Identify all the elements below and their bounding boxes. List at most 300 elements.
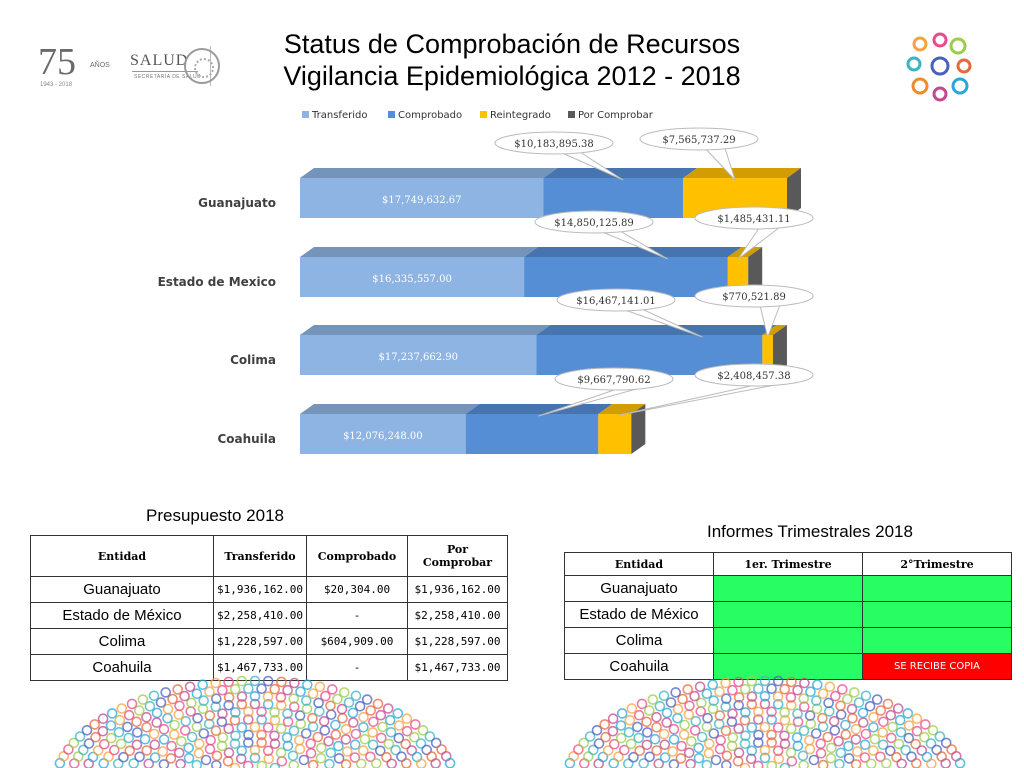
decorative-dot (224, 677, 233, 686)
decorative-dot (852, 725, 861, 734)
informes-table (564, 552, 1012, 680)
logo-salud-text: SALUD (130, 52, 189, 69)
decorative-dot (600, 720, 609, 729)
decorative-dot (774, 677, 783, 686)
decorative-dot (673, 714, 682, 723)
stacked-bar-chart (0, 100, 1024, 470)
decorative-dot (827, 743, 836, 752)
decorative-dot (417, 759, 426, 768)
cell-comprobado: $604,909.00 (307, 629, 408, 655)
decorative-dot (160, 725, 169, 734)
bar-value-label: $12,076,248.00 (343, 431, 423, 442)
decorative-dot (315, 682, 324, 691)
callout-label: $14,850,125.89 (554, 218, 634, 229)
decorative-dot (115, 716, 124, 725)
header-entidad: Entidad (31, 536, 214, 577)
cell-entidad: Estado de México (565, 602, 714, 628)
decorative-dot (115, 728, 124, 737)
decorative-dot (668, 747, 677, 756)
decorative-dot (912, 714, 921, 723)
decorative-dot (170, 721, 179, 730)
decorative-dot (921, 720, 930, 729)
decorative-dot (593, 726, 602, 735)
decorative-dot (167, 742, 176, 751)
status-cell-t1 (714, 576, 863, 602)
decorative-dot (202, 756, 211, 765)
decorative-dot (237, 723, 246, 732)
decorative-dot (705, 739, 714, 748)
decorative-dot (912, 759, 921, 768)
decorative-dot (431, 759, 440, 768)
decorative-dot (694, 743, 703, 752)
decorative-dot (888, 722, 897, 731)
decorative-dot (177, 737, 186, 746)
table-row (31, 577, 508, 603)
decorative-dot (307, 749, 316, 758)
decorative-dot (107, 721, 116, 730)
decorative-dot (884, 699, 893, 708)
decorative-dot (251, 723, 260, 732)
decorative-dot (170, 730, 179, 739)
title-line-2: Vigilancia Epidemiológica 2012 - 2018 (283, 61, 741, 91)
decorative-dot (660, 740, 669, 749)
decorative-dot (799, 761, 808, 768)
decorative-dot (816, 739, 825, 748)
decorative-dot (175, 748, 184, 757)
legend-swatch (302, 111, 309, 118)
cell-entidad: Colima (31, 629, 214, 655)
decorative-dot (722, 761, 731, 768)
callout-label: $770,521.89 (722, 292, 786, 303)
decorative-dot (264, 723, 273, 732)
table-row (565, 602, 1012, 628)
decorative-dot (289, 761, 298, 768)
logo-secretaria-text: SECRETARÍA DE SALUD (134, 74, 202, 80)
decorative-dot (660, 691, 669, 700)
decorative-dot (813, 680, 822, 689)
decorative-dot (734, 677, 743, 686)
decorative-dot (133, 728, 142, 737)
decorative-dot (387, 728, 396, 737)
decorative-dot (160, 735, 169, 744)
cell-por-comprobar: $1,467,733.00 (408, 655, 508, 681)
legend-label: Reintegrado (490, 110, 551, 121)
decorative-dot (721, 679, 730, 688)
decorative-dot (642, 717, 651, 726)
category-label: Colima (230, 353, 276, 367)
decorative-dot (844, 742, 853, 751)
decorative-dot (158, 747, 167, 756)
decorative-dot (876, 706, 885, 715)
cell-transferido: $2,258,410.00 (214, 603, 307, 629)
decorative-dot (617, 721, 626, 730)
decorative-dot (835, 760, 844, 768)
decorative-dot (870, 735, 879, 744)
decorative-dot (680, 730, 689, 739)
decorative-dot (787, 724, 796, 733)
decorative-dot (754, 684, 763, 693)
bar-segment-top (300, 404, 480, 414)
decorative-dot (819, 722, 828, 731)
decorative-dot (324, 737, 333, 746)
decorative-dot (879, 717, 888, 726)
decorative-dot (351, 740, 360, 749)
decorative-dot (384, 704, 393, 713)
decorative-dot (108, 709, 117, 718)
decorative-dot (173, 685, 182, 694)
decorative-dot (652, 713, 661, 722)
decorative-dot (837, 710, 846, 719)
decorative-dot (198, 680, 207, 689)
decorative-dot (150, 740, 159, 749)
bar-segment-top (683, 168, 801, 178)
cell-entidad: Estado de México (31, 603, 214, 629)
bar-segment-top (544, 168, 698, 178)
cell-entidad: Colima (565, 628, 714, 654)
decorative-dot (186, 707, 195, 716)
decorative-dot (83, 726, 92, 735)
decorative-dot (662, 718, 671, 727)
decorative-dot (368, 728, 377, 737)
decorative-dot (825, 707, 834, 716)
decorative-dot (903, 709, 912, 718)
decorative-dot (334, 742, 343, 751)
decorative-dot (150, 691, 159, 700)
decorative-dot (774, 723, 783, 732)
decorative-dot (328, 685, 337, 694)
decorative-dot (867, 759, 876, 768)
decorative-dot (192, 722, 201, 731)
cell-entidad: Coahuila (31, 655, 214, 681)
decorative-dot (655, 702, 664, 711)
cell-por-comprobar: $2,258,410.00 (408, 603, 508, 629)
bar-segment-top (466, 404, 613, 414)
legend-swatch (388, 111, 395, 118)
legend-swatch (568, 111, 575, 118)
decorative-dot (734, 724, 743, 733)
status-cell-t2 (863, 602, 1012, 628)
decorative-dot (325, 760, 334, 768)
decorative-dot (941, 759, 950, 768)
decorative-dot (680, 721, 689, 730)
decorative-dot (634, 733, 643, 742)
decorative-dot (859, 718, 868, 727)
decorative-dot (851, 735, 860, 744)
decorative-dot (741, 685, 750, 694)
decorative-dot (617, 734, 626, 743)
decorative-dot (369, 717, 378, 726)
decorative-dot (897, 759, 906, 768)
decorative-dot (206, 745, 215, 754)
table-header-row (565, 553, 1012, 576)
decorative-dot (166, 754, 175, 763)
bar-value-label: $16,335,557.00 (372, 274, 452, 285)
decorative-dot (635, 711, 644, 720)
cell-por-comprobar: $1,936,162.00 (408, 577, 508, 603)
cell-comprobado: - (307, 603, 408, 629)
decorative-dot (638, 699, 647, 708)
decorative-dot (651, 735, 660, 744)
decorative-dot (356, 702, 365, 711)
decorative-dot (386, 716, 395, 725)
decorative-dot (99, 714, 108, 723)
decorative-dot (827, 754, 836, 763)
decorative-dot (277, 724, 286, 733)
decorative-dot (806, 745, 815, 754)
decorative-dot (161, 688, 170, 697)
decorative-dot (633, 722, 642, 731)
bar-segment-top (524, 247, 742, 257)
decorative-dot (704, 749, 713, 758)
decorative-dot (761, 723, 770, 732)
decorative-dot (363, 695, 372, 704)
category-label: Coahuila (217, 432, 276, 446)
decorative-dot (793, 686, 802, 695)
header-por-comprobar: Por Comprobar (408, 536, 508, 577)
decorative-dot (296, 687, 305, 696)
decorative-dot (218, 686, 227, 695)
decorative-dot (767, 684, 776, 693)
decorative-dot (195, 739, 204, 748)
decorative-dot (869, 723, 878, 732)
decorative-dot (142, 713, 151, 722)
title-line-1: Status de Comprobación de Recursos (283, 29, 741, 59)
cell-entidad: Guanajuato (31, 577, 214, 603)
decorative-dot (326, 748, 335, 757)
decorative-dot (374, 699, 383, 708)
callout-label: $9,667,790.62 (577, 375, 651, 386)
decorative-dot (652, 746, 661, 755)
decorative-dot (809, 756, 818, 765)
decorative-dot (841, 730, 850, 739)
decorative-dot (684, 710, 693, 719)
table-header-row (31, 536, 508, 577)
decorative-dot (861, 740, 870, 749)
decorative-dot (320, 726, 329, 735)
decorative-dot (402, 759, 411, 768)
decorative-dot (303, 680, 312, 689)
decorative-dot (132, 740, 141, 749)
decorative-dot (660, 730, 669, 739)
decorative-dot (117, 704, 126, 713)
table-row (565, 628, 1012, 654)
decorative-dot (625, 728, 634, 737)
decorative-dot (290, 679, 299, 688)
decorative-dot (652, 723, 661, 732)
decorative-dot (395, 721, 404, 730)
bar-segment (598, 414, 631, 454)
decorative-dot (866, 702, 875, 711)
decorative-dot (806, 687, 815, 696)
decorative-dot (359, 723, 368, 732)
decorative-dot (716, 745, 725, 754)
decorative-dot (186, 682, 195, 691)
status-cell-t1 (714, 628, 863, 654)
decorative-dot (841, 721, 850, 730)
decorative-dot (132, 717, 141, 726)
decorative-dot (747, 723, 756, 732)
decorative-dot (306, 739, 315, 748)
table-row (565, 576, 1012, 602)
decorative-dot (244, 684, 253, 693)
decorative-dot (712, 756, 721, 765)
bar-segment-top (300, 325, 550, 335)
legend-label: Por Comprobar (578, 110, 653, 121)
callout-label: $2,408,457.38 (717, 371, 791, 382)
status-cell-t2: SE RECIBE COPIA (863, 654, 1012, 680)
decorative-dot (181, 726, 190, 735)
decorative-dot (264, 677, 273, 686)
decorative-dot (728, 686, 737, 695)
decorative-dot (359, 713, 368, 722)
decorative-dot (702, 722, 711, 731)
header-transferido: Transferido (214, 536, 307, 577)
cell-transferido: $1,936,162.00 (214, 577, 307, 603)
decorative-dots-right (540, 672, 990, 768)
decorative-dot (174, 710, 183, 719)
callout-label: $1,485,431.11 (717, 214, 791, 225)
legend-label: Transferido (312, 110, 368, 121)
decorative-dot (317, 743, 326, 752)
decorative-dot (360, 735, 369, 744)
decorative-dot (340, 688, 349, 697)
category-label: Guanajuato (198, 196, 276, 210)
decorative-dot (402, 714, 411, 723)
decorative-dot (357, 759, 366, 768)
cell-comprobado: $20,304.00 (307, 577, 408, 603)
decorative-dot (696, 682, 705, 691)
decorative-dot (90, 720, 99, 729)
logo-75-text: 75 (38, 41, 76, 83)
decorative-dot (905, 721, 914, 730)
decorative-dot (446, 759, 455, 768)
decorative-dot (184, 743, 193, 752)
decorative-dot (152, 718, 161, 727)
decorative-dot (411, 720, 420, 729)
decorative-dot (670, 735, 679, 744)
table-row (31, 603, 508, 629)
header-trimestre-2: 2°Trimestre (863, 553, 1012, 576)
logo-anos-text: AÑOS (90, 62, 110, 69)
decorative-dot (142, 723, 151, 732)
decorative-dot (192, 761, 201, 768)
decorative-dot (142, 746, 151, 755)
header-comprobado: Comprobado (307, 536, 408, 577)
bar-value-label: $17,749,632.67 (381, 195, 462, 206)
decorative-dot (861, 730, 870, 739)
bar-value-label: $17,237,662.90 (378, 352, 459, 363)
logo-years-text: 1943 - 2018 (40, 82, 73, 88)
decorative-dot (331, 721, 340, 730)
decorative-dot (645, 706, 654, 715)
decorative-dot (135, 706, 144, 715)
decorative-dot (787, 677, 796, 686)
callout-label: $7,565,737.29 (662, 135, 736, 146)
legend-label: Comprobado (398, 110, 463, 121)
decorative-dot (98, 727, 107, 736)
cell-transferido: $1,467,733.00 (214, 655, 307, 681)
decorative-dot (176, 760, 185, 768)
decorative-dot (702, 761, 711, 768)
decorative-dot (309, 722, 318, 731)
decorative-dot (685, 748, 694, 757)
decorative-dot (648, 695, 657, 704)
decorative-dot (817, 749, 826, 758)
header-trimestre-1: 1er. Trimestre (714, 553, 863, 576)
status-cell-t1 (714, 602, 863, 628)
decorative-dot (283, 686, 292, 695)
colorful-circles-logo-icon (902, 32, 978, 104)
decorative-dot (128, 699, 137, 708)
decorative-dot (834, 737, 843, 746)
decorative-dot (211, 679, 220, 688)
decorative-dot (608, 727, 617, 736)
decorative-dot (331, 730, 340, 739)
decorative-dot (341, 735, 350, 744)
table-row (31, 629, 508, 655)
legend-swatch (480, 111, 487, 118)
decorative-dot (352, 691, 361, 700)
decorative-dot (349, 718, 358, 727)
decorative-dot (299, 756, 308, 765)
decorative-dot (342, 725, 351, 734)
decorative-dot (671, 688, 680, 697)
cell-por-comprobar: $1,228,597.00 (408, 629, 508, 655)
decorative-dot (670, 725, 679, 734)
decorative-dot (625, 716, 634, 725)
decorative-dot (141, 735, 150, 744)
decorative-dot (691, 726, 700, 735)
decorative-dot (683, 685, 692, 694)
decorative-dot (393, 709, 402, 718)
decorative-dot (327, 710, 336, 719)
decorative-dot (212, 761, 221, 768)
bar-segment-top (300, 247, 538, 257)
decorative-dot (231, 685, 240, 694)
decorative-dot (257, 684, 266, 693)
status-cell-t2 (863, 628, 1012, 654)
decorative-dot (317, 754, 326, 763)
decorative-dot (734, 757, 743, 766)
bar-segment (466, 414, 599, 454)
decorative-dot (894, 704, 903, 713)
decorative-dot (194, 749, 203, 758)
decorative-dot (825, 682, 834, 691)
decorative-dot (869, 713, 878, 722)
decorative-dot (878, 728, 887, 737)
decorative-dot (848, 714, 857, 723)
decorative-dot (342, 760, 351, 768)
presupuesto-title: Presupuesto 2018 (146, 506, 284, 525)
decorative-dot (366, 706, 375, 715)
decorative-dot (277, 677, 286, 686)
decorative-dot (296, 745, 305, 754)
decorative-dot (956, 759, 965, 768)
decorative-dot (338, 714, 347, 723)
decorative-dot (896, 716, 905, 725)
decorative-dot (677, 742, 686, 751)
decorative-dot (123, 722, 132, 731)
decorative-dot (107, 734, 116, 743)
informes-title: Informes Trimestrales 2018 (707, 522, 913, 541)
cell-entidad: Coahuila (565, 654, 714, 680)
cell-transferido: $1,228,597.00 (214, 629, 307, 655)
decorative-dot (224, 724, 233, 733)
decorative-dot (378, 722, 387, 731)
decorative-dot (708, 680, 717, 689)
decorative-dot (642, 740, 651, 749)
status-cell-t2 (863, 576, 1012, 602)
